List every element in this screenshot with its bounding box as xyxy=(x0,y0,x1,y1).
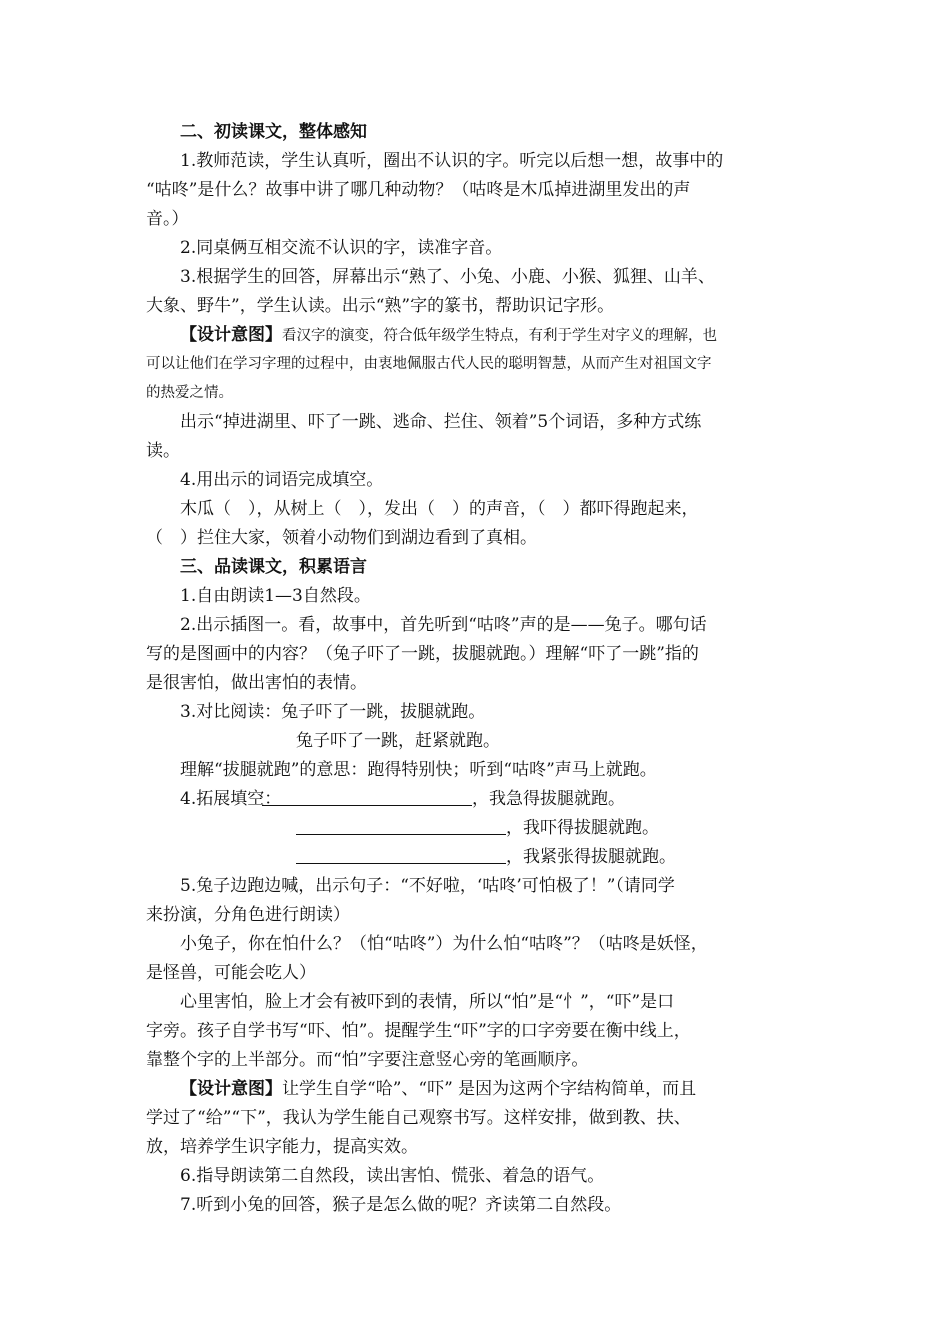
paragraph-line: 来扮演，分角色进行朗读） xyxy=(146,905,350,925)
paragraph-line: （ ）拦住大家，领着小动物们到湖边看到了真相。 xyxy=(146,528,537,548)
design-intent-line xyxy=(146,321,806,350)
paragraph-line: 2.同桌俩互相交流不认识的字，读准字音。 xyxy=(180,238,503,258)
design-intent-line: 放，培养学生识字能力，提高实效。 xyxy=(146,1137,418,1157)
paragraph-line: 理解“拔腿就跑”的意思：跑得特别快；听到“咕咚”声马上就跑。 xyxy=(180,760,657,780)
paragraph-line: 心里害怕，脸上才会有被吓到的表情，所以“怕”是“忄”，“吓”是口 xyxy=(180,992,675,1012)
fill-blank-suffix: ，我急得拔腿就跑。 xyxy=(472,789,625,809)
paragraph-line: 3.对比阅读：兔子吓了一跳，拔腿就跑。 xyxy=(180,702,486,722)
paragraph-line: 是怪兽，可能会吃人） xyxy=(146,963,316,983)
paragraph-line: 靠整个字的上半部分。而“怕”字要注意竖心旁的笔画顺序。 xyxy=(146,1050,589,1070)
fill-blank-row xyxy=(146,843,806,872)
section-heading: 三、品读课文，积累语言 xyxy=(180,557,367,577)
design-intent-line: 学过了“给”“下”，我认为学生能自己观察书写。这样安排，做到教、扶、 xyxy=(146,1108,691,1128)
fill-blank-row xyxy=(146,785,806,814)
paragraph-line: 1.自由朗读1—3自然段。 xyxy=(180,586,371,606)
paragraph-line: 5.兔子边跑边喊，出示句子：“不好啦，‘咕咚’可怕极了！”（请同学 xyxy=(180,876,675,896)
fill-blank-suffix: ，我紧张得拔腿就跑。 xyxy=(506,847,676,867)
document-page xyxy=(146,118,806,1220)
fill-blank-line xyxy=(262,787,472,806)
paragraph-line: 读。 xyxy=(146,441,180,461)
fill-blank-suffix: ，我吓得拔腿就跑。 xyxy=(506,818,659,838)
paragraph-line: “咕咚”是什么？故事中讲了哪几种动物？（咕咚是木瓜掉进湖里发出的声 xyxy=(146,180,691,200)
paragraph-line: 6.指导朗读第二自然段，读出害怕、慌张、着急的语气。 xyxy=(180,1166,605,1186)
fill-blank-line xyxy=(296,816,506,835)
paragraph-line: 写的是图画中的内容？（兔子吓了一跳，拔腿就跑。）理解“吓了一跳”指的 xyxy=(146,644,699,664)
paragraph-line: 4.用出示的词语完成填空。 xyxy=(180,470,384,490)
design-intent-line: 可以让他们在学习字理的过程中，由衷地佩服古代人民的聪明智慧，从而产生对祖国文字 xyxy=(146,356,712,372)
design-intent-line xyxy=(146,1075,806,1104)
paragraph-line: 兔子吓了一跳，赶紧就跑。 xyxy=(296,731,500,751)
design-intent-tag: 【设计意图】 xyxy=(180,1079,282,1099)
paragraph-line: 音。） xyxy=(146,209,189,229)
design-intent-tag: 【设计意图】 xyxy=(180,325,282,345)
paragraph-line: 字旁。孩子自学书写“吓、怕”。提醒学生“吓”字的口字旁要在衡中线上， xyxy=(146,1021,691,1041)
paragraph-line: 2.出示插图一。看，故事中，首先听到“咕咚”声的是——兔子。哪句话 xyxy=(180,615,707,635)
section-heading: 二、初读课文，整体感知 xyxy=(180,122,367,142)
paragraph-line: 木瓜（ ），从树上（ ），发出（ ）的声音，（ ）都吓得跑起来， xyxy=(180,499,699,519)
fill-blank-line xyxy=(296,845,506,864)
paragraph-line: 是很害怕，做出害怕的表情。 xyxy=(146,673,367,693)
paragraph-line: 大象、野牛”，学生认读。出示“熟”字的篆书，帮助识记字形。 xyxy=(146,296,615,316)
design-intent-line: 的热爱之情。 xyxy=(146,385,233,401)
paragraph-line: 出示“掉进湖里、吓了一跳、逃命、拦住、领着”5个词语，多种方式练 xyxy=(180,412,702,432)
paragraph-line: 小兔子，你在怕什么？（怕“咕咚”）为什么怕“咕咚”？（咕咚是妖怪， xyxy=(180,934,708,954)
fill-blank-label: 4.拓展填空： xyxy=(180,789,282,809)
paragraph-line: 7.听到小兔的回答，猴子是怎么做的呢？齐读第二自然段。 xyxy=(180,1195,622,1215)
design-intent-text: 让学生自学“哈”、“吓” 是因为这两个字结构简单，而且 xyxy=(282,1079,697,1099)
paragraph-line: 3.根据学生的回答，屏幕出示“熟了、小兔、小鹿、小猴、狐狸、山羊、 xyxy=(180,267,715,287)
design-intent-text: 看汉字的演变，符合低年级学生特点，有利于学生对字义的理解，也 xyxy=(282,328,717,344)
fill-blank-row xyxy=(146,814,806,843)
paragraph-line: 1.教师范读，学生认真听，圈出不认识的字。听完以后想一想，故事中的 xyxy=(180,151,724,171)
